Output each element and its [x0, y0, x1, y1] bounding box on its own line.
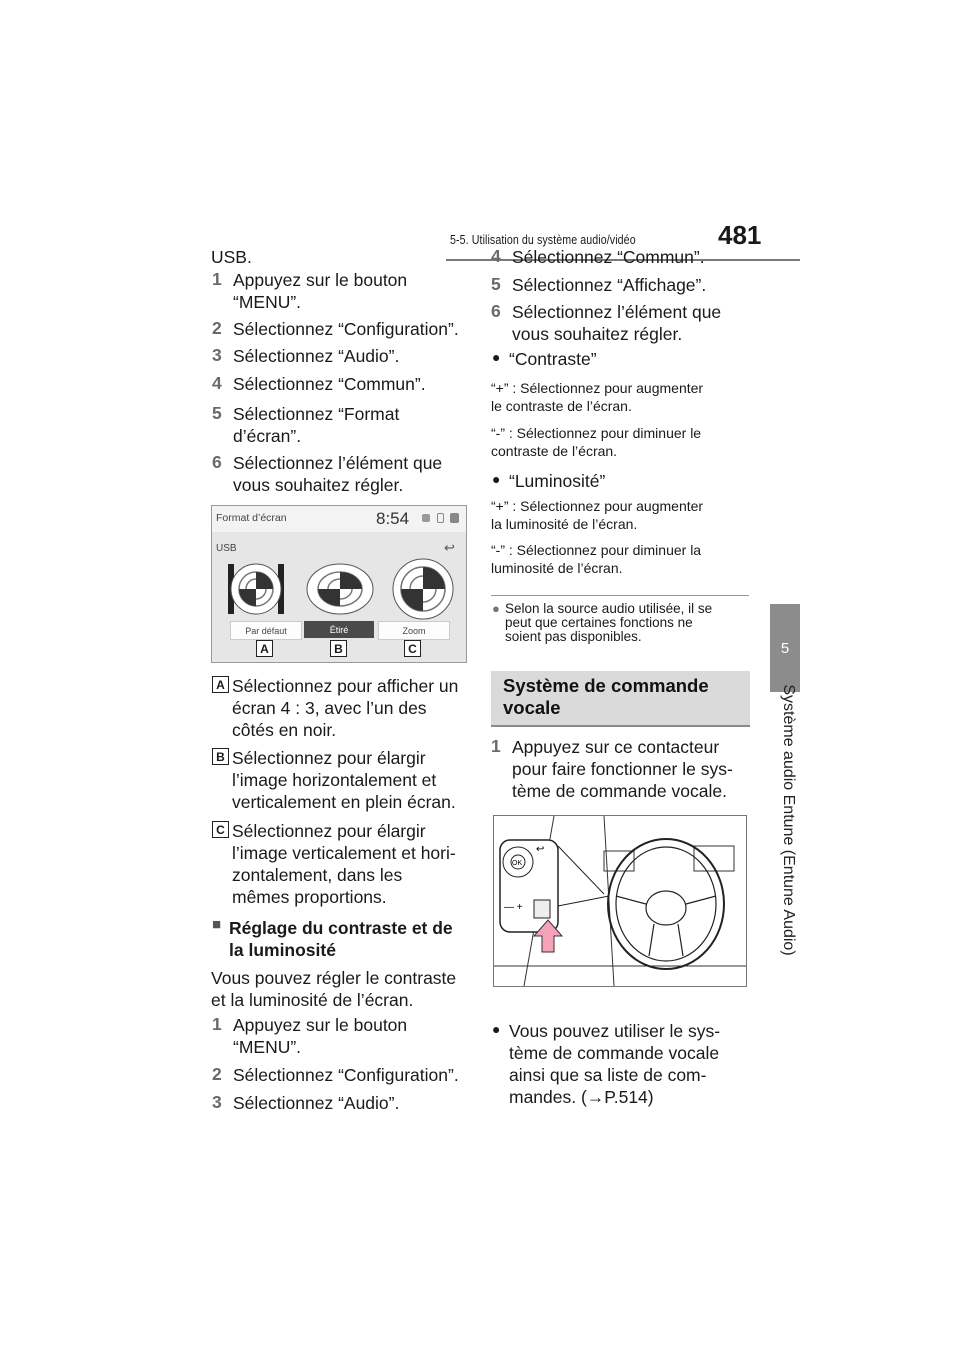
- subsection-marker: ■: [212, 916, 222, 933]
- callout-text: verticalement en plein écran.: [232, 792, 456, 812]
- note-line: “-” : Sélectionnez pour diminuer la: [491, 542, 702, 558]
- preview-stretched: [307, 564, 373, 614]
- bullet-icon: ●: [492, 1021, 501, 1037]
- preview-default: [228, 564, 284, 614]
- step-number: 3: [212, 345, 222, 365]
- chapter-title: Système audio Entune (Entune Audio): [780, 684, 797, 956]
- step-text: Appuyez sur ce contacteur: [512, 737, 720, 757]
- step-number: 5: [491, 274, 501, 294]
- note-line: “+” : Sélectionnez pour augmenter: [491, 498, 704, 514]
- steering-wheel-drawing: [494, 816, 746, 986]
- svg-text:OK: OK: [512, 860, 523, 867]
- note-line: le contraste de l’écran.: [491, 398, 632, 414]
- step-text: Sélectionnez “Affichage”.: [512, 275, 707, 295]
- svg-text:— +: — +: [504, 902, 523, 913]
- svg-text:↩: ↩: [536, 844, 545, 855]
- note-bullet-icon: ●: [492, 601, 500, 616]
- bullet-title-luminosite: “Luminosité”: [509, 471, 606, 491]
- callout-text: l’image horizontalement et: [232, 770, 437, 790]
- screen-format-illustration: [211, 505, 467, 663]
- section-heading-line: vocale: [503, 697, 561, 718]
- callout-text: mêmes proportions.: [232, 887, 387, 907]
- note-line: luminosité de l’écran.: [491, 560, 623, 576]
- screen-time: 8:54: [376, 509, 410, 528]
- callout-text: écran 4 : 3, avec l’un des: [232, 698, 427, 718]
- label-a: A: [256, 640, 273, 657]
- step-text: Sélectionnez “Audio”.: [233, 1093, 400, 1113]
- chapter-tab: [770, 604, 800, 692]
- signal-icon: [422, 514, 430, 522]
- intro-text: USB.: [211, 247, 252, 267]
- screen-title: Format d’écran: [216, 512, 287, 524]
- step-text: d’écran”.: [233, 426, 302, 446]
- subsection-title: Réglage du contraste et de: [229, 918, 453, 938]
- note-line: la luminosité de l’écran.: [491, 516, 638, 532]
- step-number: 1: [212, 1014, 222, 1034]
- callout-text: zontalement, dans les: [232, 865, 403, 885]
- bullet-icon: ●: [492, 471, 501, 487]
- step-text: Appuyez sur le bouton: [233, 1015, 408, 1035]
- step-number: 6: [212, 452, 222, 472]
- note-text: peut que certaines fonctions ne: [505, 615, 693, 630]
- step-number: 2: [212, 1064, 222, 1084]
- step-number: 3: [212, 1092, 222, 1112]
- callout-text: Sélectionnez pour élargir: [232, 821, 426, 841]
- bullet-text: ainsi que sa liste de com-: [509, 1065, 707, 1085]
- step-text: Sélectionnez l’élément que: [233, 453, 443, 473]
- step-text: vous souhaitez régler.: [512, 324, 683, 344]
- back-icon[interactable]: ↩: [444, 540, 455, 555]
- step-number: 6: [491, 301, 501, 321]
- step-number: 1: [491, 736, 501, 756]
- page-number: 481: [718, 220, 762, 250]
- section-heading-line: Système de commande: [503, 675, 709, 696]
- callout-label-a: A: [212, 676, 229, 693]
- step-text: pour faire fonctionner le sys-: [512, 759, 733, 779]
- screen-source: USB: [216, 543, 237, 554]
- step-text: Sélectionnez “Audio”.: [233, 346, 400, 366]
- note-text: Selon la source audio utilisée, il se: [505, 601, 713, 616]
- step-number: 4: [491, 246, 501, 266]
- step-text: Appuyez sur le bouton: [233, 270, 408, 290]
- step-text: Sélectionnez “Configuration”.: [233, 319, 459, 339]
- section-header: 5-5. Utilisation du système audio/vidéo: [450, 232, 636, 247]
- note-line: “-” : Sélectionnez pour diminuer le: [491, 425, 702, 441]
- step-text: Sélectionnez “Format: [233, 404, 400, 424]
- step-text: tème de commande vocale.: [512, 781, 727, 801]
- preview-zoom: [393, 559, 453, 619]
- label-b: B: [330, 640, 347, 657]
- step-text: “MENU”.: [233, 292, 302, 312]
- test-pattern-previews: [212, 558, 467, 620]
- step-text: Sélectionnez “Commun”.: [233, 374, 426, 394]
- note-line: “+” : Sélectionnez pour augmenter: [491, 380, 704, 396]
- chapter-number: 5: [780, 639, 790, 657]
- steering-wheel-illustration: [493, 815, 747, 987]
- note-text: soient pas disponibles.: [505, 629, 642, 644]
- stretched-button[interactable]: Étiré: [304, 621, 374, 638]
- zoom-button[interactable]: Zoom: [378, 621, 450, 640]
- callout-text: côtés en noir.: [232, 720, 337, 740]
- bullet-text-link[interactable]: mandes. (→P.514): [509, 1087, 654, 1107]
- subsection-title: la luminosité: [229, 940, 336, 960]
- paragraph: Vous pouvez régler le contraste: [211, 968, 457, 988]
- step-number: 5: [212, 403, 222, 423]
- battery-icon: [450, 513, 459, 523]
- label-c: C: [404, 640, 421, 657]
- step-text: “MENU”.: [233, 1037, 302, 1057]
- phone-icon: [437, 513, 444, 523]
- callout-label-b: B: [212, 748, 229, 765]
- bullet-text: Vous pouvez utiliser le sys-: [509, 1021, 721, 1041]
- callout-text: Sélectionnez pour afficher un: [232, 676, 459, 696]
- callout-text: Sélectionnez pour élargir: [232, 748, 426, 768]
- callout-label-c: C: [212, 821, 229, 838]
- divider: [491, 595, 749, 596]
- step-text: vous souhaitez régler.: [233, 475, 404, 495]
- step-text: Sélectionnez “Commun”.: [512, 247, 705, 267]
- section-heading: [491, 671, 750, 727]
- step-number: 1: [212, 269, 222, 289]
- paragraph: et la luminosité de l’écran.: [211, 990, 414, 1010]
- step-text: Sélectionnez l’élément que: [512, 302, 722, 322]
- note-line: contraste de l’écran.: [491, 443, 618, 459]
- callout-text: l’image verticalement et hori-: [232, 843, 456, 863]
- bullet-text: tème de commande vocale: [509, 1043, 720, 1063]
- step-number: 4: [212, 373, 222, 393]
- bullet-title-contraste: “Contraste”: [509, 349, 597, 369]
- step-number: 2: [212, 318, 222, 338]
- default-button[interactable]: Par défaut: [230, 621, 302, 640]
- step-text: Sélectionnez “Configuration”.: [233, 1065, 459, 1085]
- bullet-icon: ●: [492, 349, 501, 365]
